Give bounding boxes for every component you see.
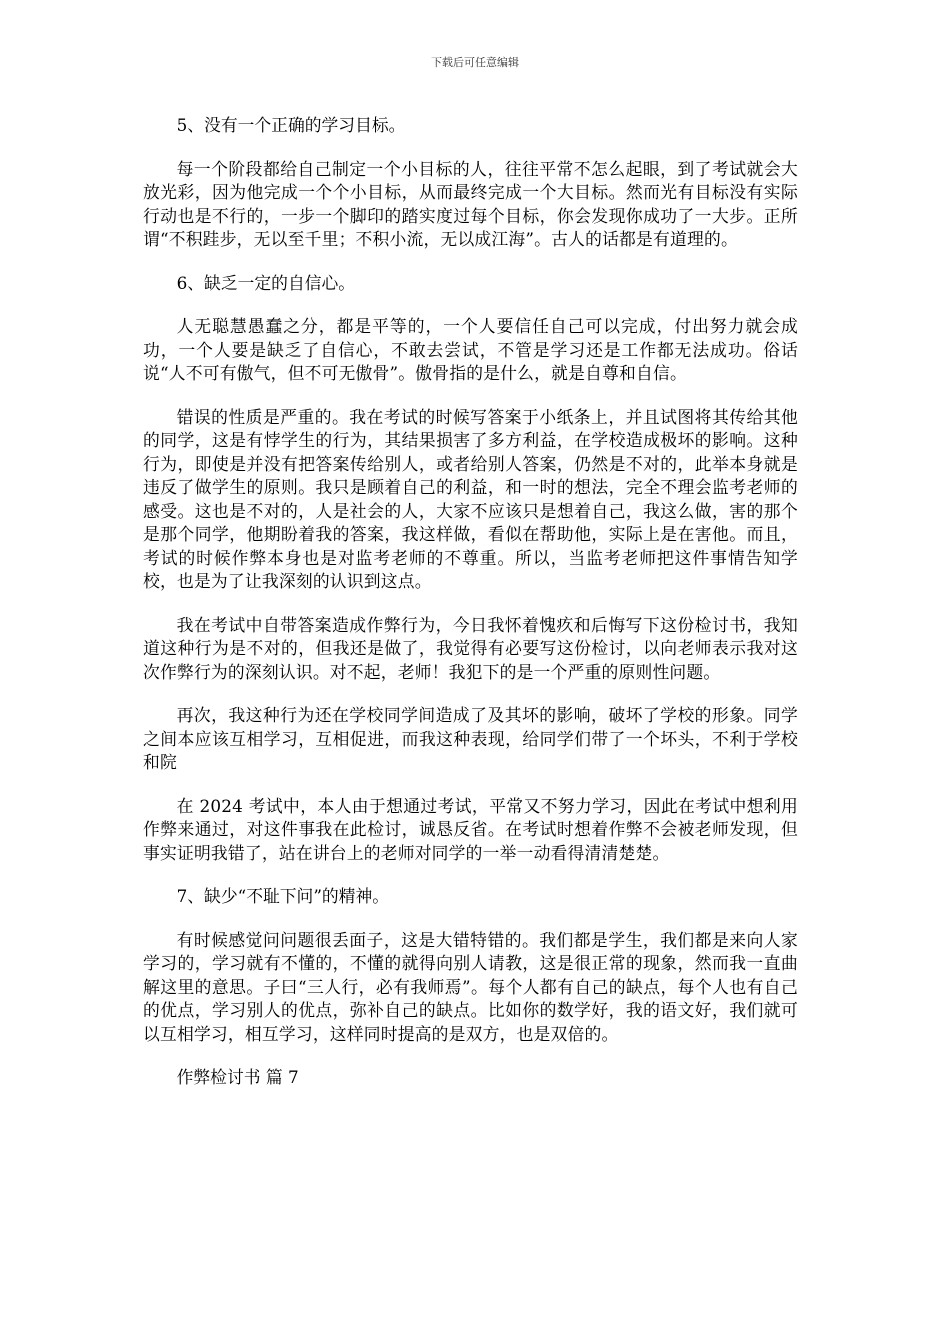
paragraph: 在 2024 考试中，本人由于想通过考试，平常又不努力学习，因此在考试中想利用作弊来通过，对这件事我在此检讨，诚恳反省。在考试时想着作弊不会被老师发现，但事实证明我错了，站在讲台上的老师对同学的一举一动看得清清楚楚。 (143, 795, 798, 863)
paragraph: 再次，我这种行为还在学校同学间造成了及其坏的影响，破坏了学校的形象。同学之间本应该互相学习，互相促进，而我这种表现，给同学们带了一个坏头，不利于学校和院 (143, 705, 798, 772)
document-title-article-7: 作弊检讨书 篇 7 (176, 1067, 299, 1087)
paragraph: 有时候感觉问问题很丢面子，这是大错特错的。我们都是学生，我们都是来向人家学习的，学习就有不懂的，不懂的就得向别人请教，这是很正常的现象，然而我一直曲解这里的意思。子曰“三人行，必有我师焉”。每个人都有自己的缺点，每个人也有自己的优点，学习别人的优点，弥补自己的缺点。比如你的数学好，我的语文好，我们就可以互相学习，相互学习，这样同时提高的是双方，也是双倍的。 (143, 929, 798, 1044)
document-body (143, 114, 798, 1110)
paragraph: 人无聪慧愚蠢之分，都是平等的，一个人要信任自己可以完成，付出努力就会成功，一个人要是缺乏了自信心，不敢去尝试，不管是学习还是工作都无法成功。俗话说“人不可有傲气，但不可无傲骨”。傲骨指的是什么，就是自尊和自信。 (143, 316, 798, 383)
section-heading-5: 5、没有一个正确的学习目标。 (176, 115, 406, 135)
section-heading-7: 7、缺少“不耻下问”的精神。 (176, 886, 390, 906)
paragraph: 错误的性质是严重的。我在考试的时候写答案于小纸条上，并且试图将其传给其他的同学，这是有悖学生的行为，其结果损害了多方利益，在学校造成极坏的影响。这种行为，即使是并没有把答案传给别人，或者给别人答案，仍然是不对的，此举本身就是违反了做学生的原则。我只是顾着自己的利益，和一时的想法，完全不理会监考老师的感受。这也是不对的，人是社会的人，大家不应该只是想着自己，我这么做，害的那个是那个同学，他期盼着我的答案，我这样做，看似在帮助他，实际上是在害他。而且，考试的时候作弊本身也是对监考老师的不尊重。所以，当监考老师把这件事情告知学校，也是为了让我深刻的认识到这点。 (143, 406, 798, 591)
paragraph: 我在考试中自带答案造成作弊行为，今日我怀着愧疚和后悔写下这份检讨书，我知道这种行为是不对的，但我还是做了，我觉得有必要写这份检讨，以向老师表示我对这次作弊行为的深刻认识。对不起，老师！我犯下的是一个严重的原则性问题。 (143, 614, 798, 682)
paragraph: 每一个阶段都给自己制定一个小目标的人，往往平常不怎么起眼，到了考试就会大放光彩，因为他完成一个个小目标，从而最终完成一个大目标。然而光有目标没有实际行动也是不行的，一步一个脚印的踏实度过每个目标，你会发现你成功了一大步。正所谓“不积跬步，无以至千里；不积小流，无以成江海”。古人的话都是有道理的。 (143, 158, 798, 249)
section-heading-6: 6、缺乏一定的自信心。 (176, 272, 356, 293)
page-header: 下载后可任意编辑 (431, 56, 519, 69)
